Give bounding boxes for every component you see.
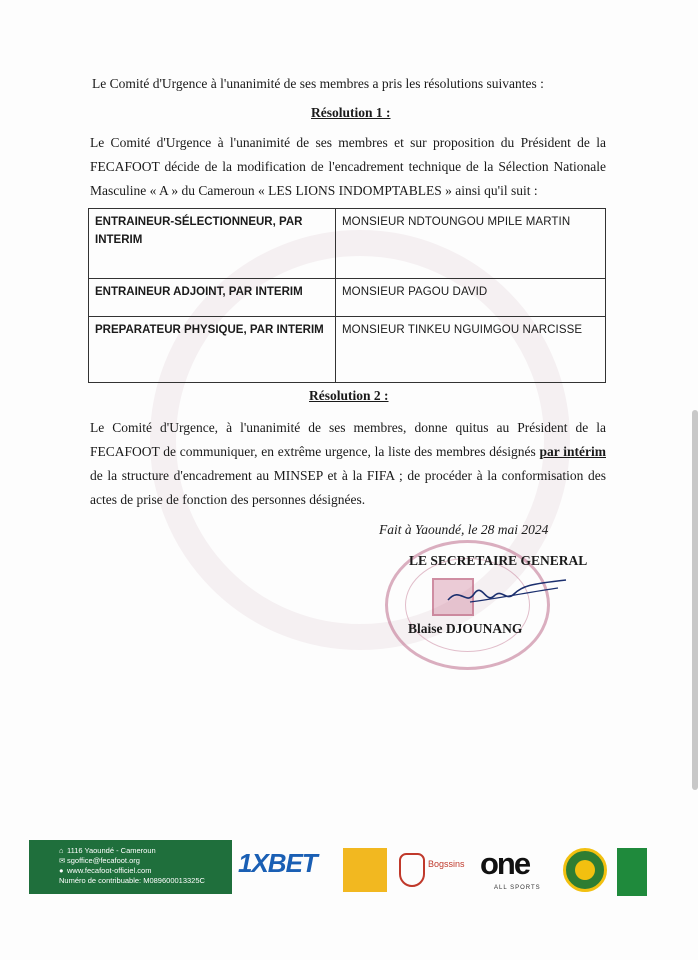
- one-all-sports-subtitle: ALL SPORTS: [494, 885, 541, 891]
- footer-website[interactable]: www.fecafoot-officiel.com: [67, 866, 152, 875]
- mail-icon: ✉: [59, 856, 66, 865]
- footer-address-line: [59, 846, 232, 856]
- resolution-1-text: Le Comité d'Urgence à l'unanimité de ses membres et sur proposition du Président de la FECAFOOT décide de la modification de l'encadrement technique de la Sélection Nationale Masculine « A » du Cameroun « LES LIONS INDOMPTABLES » ainsi qu'il suit :: [90, 135, 606, 198]
- footer-contact-block: [29, 840, 232, 894]
- globe-icon: ●: [59, 866, 64, 875]
- scrollbar[interactable]: [692, 410, 698, 790]
- signatory-title: LE SECRETAIRE GENERAL: [409, 553, 588, 568]
- staff-name: MONSIEUR NDTOUNGOU MPILE MARTIN: [336, 209, 606, 279]
- resolution-2-text-end: de la structure d'encadrement au MINSEP et à la FIFA ; de procéder à la conformisation des actes de prise de fonction des personnes désignées.: [90, 468, 606, 507]
- intro-line: Le Comité d'Urgence à l'unanimité de ses membres a pris les résolutions suivantes :: [92, 76, 544, 91]
- signatory-name: Blaise DJOUNANG: [408, 621, 523, 636]
- staff-name: MONSIEUR PAGOU DAVID: [336, 279, 606, 317]
- handwritten-signature: [440, 576, 570, 616]
- resolution-1-title: Résolution 1 :: [311, 105, 391, 120]
- footer-email-line: [59, 856, 232, 866]
- 1xbet-logo: 1XBET: [238, 848, 317, 878]
- flag-green-bar: [617, 848, 647, 896]
- one-all-sports-logo: one: [480, 846, 530, 881]
- resolution-2-emphasis: par intérim: [539, 444, 606, 459]
- footer-website-line: [59, 866, 232, 876]
- table-row: [89, 279, 606, 317]
- staff-table: [88, 208, 606, 383]
- resolution-2-text-start: Le Comité d'Urgence, à l'unanimité de ses membres, donne quitus au Président de la FECAFOOT de communiquer, en extrême urgence, la liste des membres désignés: [90, 420, 606, 459]
- bogssins-logo: Bogssins: [428, 859, 465, 869]
- table-row: [89, 317, 606, 383]
- table-row: [89, 209, 606, 279]
- home-icon: ⌂: [59, 846, 64, 855]
- footer-email[interactable]: sgoffice@fecafoot.org: [67, 856, 140, 865]
- sponsor-yellow-logo: [343, 848, 387, 892]
- staff-role: ENTRAINEUR ADJOINT, PAR INTERIM: [89, 279, 336, 317]
- lion-head-icon: [575, 860, 595, 880]
- place-date: Fait à Yaoundé, le 28 mai 2024: [379, 522, 549, 537]
- resolution-2-title: Résolution 2 :: [309, 388, 389, 403]
- staff-role: ENTRAINEUR-SÉLECTIONNEUR, PAR INTERIM: [89, 209, 336, 279]
- staff-name: MONSIEUR TINKEU NGUIMGOU NARCISSE: [336, 317, 606, 383]
- footer-address: 1116 Yaoundé - Cameroun: [67, 846, 156, 855]
- resolution-2-text: [90, 416, 606, 512]
- footer-taxpayer: Numéro de contribuable: M089600013325C: [59, 876, 205, 885]
- bogssins-emblem-icon: [399, 853, 425, 887]
- staff-role: PREPARATEUR PHYSIQUE, PAR INTERIM: [89, 317, 336, 383]
